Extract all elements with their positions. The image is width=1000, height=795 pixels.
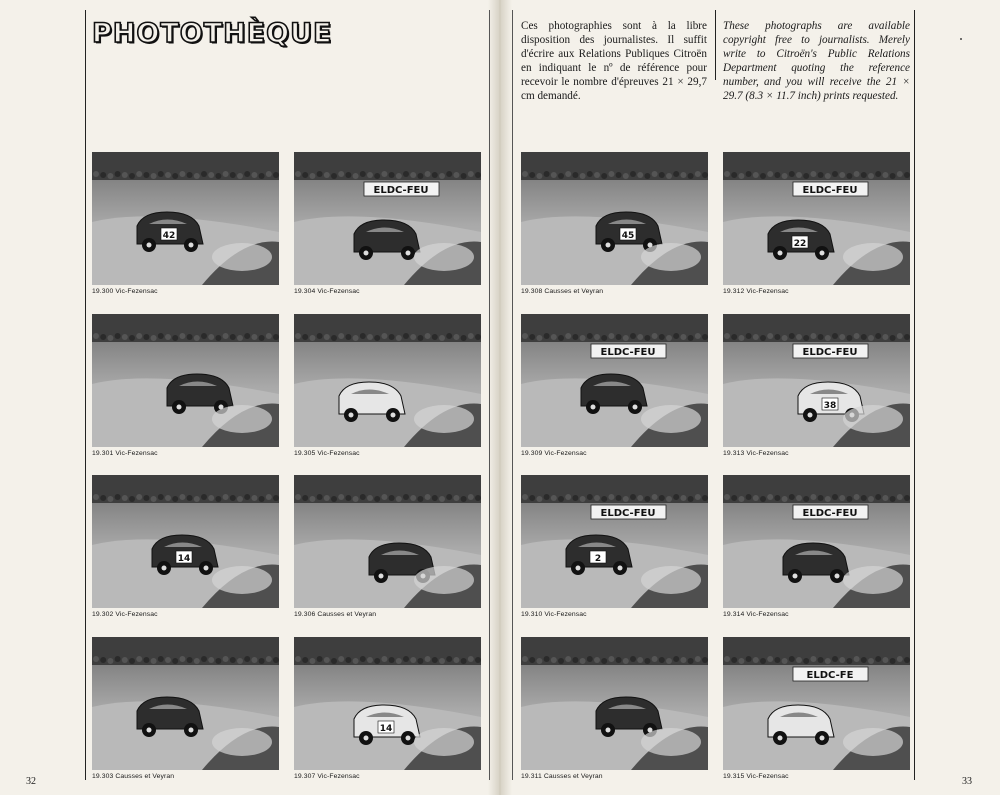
gutter-rule-left <box>489 10 490 780</box>
photo-item <box>521 475 708 618</box>
photo-caption: 19.308 Causses et Veyran <box>521 288 604 295</box>
sponsor-banner: ELDC-FEU <box>600 508 656 519</box>
race-number: 42 <box>162 231 176 241</box>
race-number: 2 <box>594 554 602 564</box>
rally-photo <box>92 314 279 447</box>
photo-caption: 19.312 Vic-Fezensac <box>723 288 789 295</box>
rally-photo <box>723 152 910 285</box>
photo-item <box>294 637 481 780</box>
rally-photo <box>723 475 910 608</box>
intro-text-english: These photographs are available copyright free to journalists. Merely write to Citroën's Public Relations Department quoting the reference number, and you will receive the 21 × 29.7 (8.3 × 11.7 inch) prints requested. <box>723 20 910 102</box>
photo-caption: 19.305 Vic-Fezensac <box>294 450 360 457</box>
race-number: 38 <box>823 401 837 411</box>
photo-item <box>92 152 279 295</box>
rally-photo <box>294 152 481 285</box>
photo-caption: 19.300 Vic-Fezensac <box>92 288 158 295</box>
photo-caption: 19.315 Vic-Fezensac <box>723 773 789 780</box>
rally-photo <box>92 637 279 770</box>
photo-item <box>723 637 910 780</box>
intro-text-french: Ces photographies sont à la libre disposition des journalistes. Il suffit d'écrire aux Relations Publiques Citroën en indiquant le nº de référence pour recevoir le nombre d'épreuves 21 × 29,7 cm demandé. <box>521 20 707 102</box>
rally-photo <box>92 152 279 285</box>
photo-item <box>723 152 910 295</box>
rally-photo <box>521 475 708 608</box>
book-gutter <box>488 0 512 795</box>
photo-caption: 19.310 Vic-Fezensac <box>521 611 587 618</box>
photo-item <box>723 475 910 618</box>
page-number-left: 32 <box>26 776 36 787</box>
sponsor-banner: ELDC-FEU <box>802 508 858 519</box>
rally-photo <box>521 637 708 770</box>
column-divider-rule <box>715 10 716 80</box>
sponsor-banner: ELDC-FEU <box>600 347 656 358</box>
print-speck <box>960 38 962 40</box>
photo-item <box>521 314 708 457</box>
photo-caption: 19.314 Vic-Fezensac <box>723 611 789 618</box>
photo-item <box>92 314 279 457</box>
photo-item <box>294 475 481 618</box>
left-margin-rule <box>85 10 86 780</box>
race-number: 14 <box>379 724 393 734</box>
photo-caption: 19.301 Vic-Fezensac <box>92 450 158 457</box>
gutter-rule-right <box>512 10 513 780</box>
photo-caption: 19.303 Causses et Veyran <box>92 773 175 780</box>
photo-caption: 19.302 Vic-Fezensac <box>92 611 158 618</box>
rally-photo <box>521 314 708 447</box>
photo-caption: 19.304 Vic-Fezensac <box>294 288 360 295</box>
race-number: 22 <box>793 239 807 249</box>
photo-item <box>521 637 708 780</box>
right-margin-rule <box>914 10 915 780</box>
race-number: 45 <box>621 231 635 241</box>
sponsor-banner: ELDC-FEU <box>802 185 858 196</box>
photo-caption: 19.313 Vic-Fezensac <box>723 450 789 457</box>
page-title: PHOTOTHÈQUE <box>92 18 333 49</box>
rally-photo <box>521 152 708 285</box>
page-number-right: 33 <box>962 776 972 787</box>
rally-photo <box>294 475 481 608</box>
sponsor-banner: ELDC-FE <box>806 670 854 681</box>
photo-item <box>92 637 279 780</box>
photo-item <box>723 314 910 457</box>
photo-item <box>294 314 481 457</box>
rally-photo <box>723 314 910 447</box>
sponsor-banner: ELDC-FEU <box>802 347 858 358</box>
photo-item <box>92 475 279 618</box>
race-number: 14 <box>177 554 191 564</box>
rally-photo <box>92 475 279 608</box>
photo-caption: 19.309 Vic-Fezensac <box>521 450 587 457</box>
photo-item <box>294 152 481 295</box>
rally-photo <box>294 637 481 770</box>
sponsor-banner: ELDC-FEU <box>373 185 429 196</box>
photo-item <box>521 152 708 295</box>
photo-caption: 19.311 Causses et Veyran <box>521 773 603 780</box>
photo-caption: 19.306 Causses et Veyran <box>294 611 377 618</box>
photo-caption: 19.307 Vic-Fezensac <box>294 773 360 780</box>
rally-photo <box>723 637 910 770</box>
rally-photo <box>294 314 481 447</box>
